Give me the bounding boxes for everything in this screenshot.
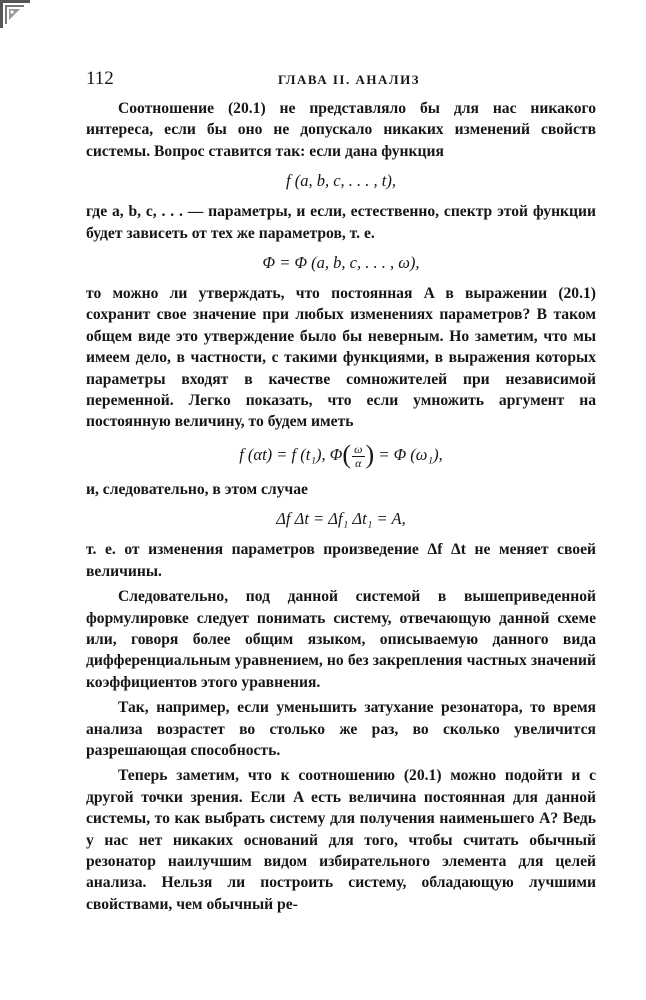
corner-ornament-icon (0, 0, 30, 28)
paragraph: Соотношение (20.1) не представляло бы для нас никакого интереса, если бы оно не допускало никаких изменений свойств системы. Вопрос ставится так: если дана функция (86, 100, 596, 160)
paragraph: Так, например, если уменьшить затухание резонатора, то время анализа возрастет во столько же раз, во сколько увеличится разрешающая способность. (86, 699, 596, 759)
formula-part: = Φ (ω₁), (378, 444, 443, 464)
formula: Φ = Φ (a, b, c, . . . , ω), (262, 253, 420, 273)
page-body (86, 98, 596, 915)
fraction-numerator: ω (354, 441, 363, 456)
page-number: 112 (86, 68, 114, 89)
paragraph: т. е. от изменения параметров произведение Δf Δt не меняет своей величины. (86, 541, 596, 580)
formula: f (a, b, c, . . . , t), (286, 171, 396, 191)
fraction-denominator: α (355, 455, 362, 470)
paragraph: и, следовательно, в этом случае (86, 480, 308, 498)
page-header (86, 68, 596, 92)
formula: Δf Δt = Δf₁ Δt₁ = A, (276, 509, 406, 529)
paragraph: Теперь заметим, что к соотношению (20.1) можно подойти и с другой точки зрения. Если A есть величина постоянная для данной системы, то как выбрать систему для получения наименьшего A? Ведь у нас нет никаких оснований для того, чтобы считать обычный резонатор наилучшим видом избирательного элемента для целей анализа. Нельзя ли построить систему, обладающую лучшими свойствами, чем обычный ре- (86, 767, 596, 913)
paragraph: где a, b, c, . . . — параметры, и если, естественно, спектр этой функции будет зависеть от тех же параметров, т. е. (86, 203, 596, 242)
running-head: ГЛАВА II. АНАЛИЗ (278, 72, 421, 87)
fraction (352, 443, 364, 470)
paragraph: Следовательно, под данной системой в вышеприведенной формулировке следует понимать систему, отвечающую данной схеме или, говоря более общим языком, описываемую данного вида дифференциальным уравнением, но без закрепления частных значений коэффициентов этого уравнения. (86, 588, 596, 691)
paragraph: то можно ли утверждать, что постоянная A в выражении (20.1) сохранит свое значение при любых изменениях параметров? В таком общем виде это утверждение было бы неверным. Но заметим, что мы имеем дело, в частности, с такими функциями, в выражения которых параметры входят в качестве сомножителей при независимой переменной. Легко показать, что если умножить аргумент на постоянную величину, то будем иметь (86, 285, 596, 431)
formula: f (αt) = f (t₁), Φ( $\frac{\omega}{\alpha}$ ) = Φ (ω₁), (239, 439, 443, 470)
formula-part: f (αt) = f (t₁), Φ (239, 444, 343, 464)
